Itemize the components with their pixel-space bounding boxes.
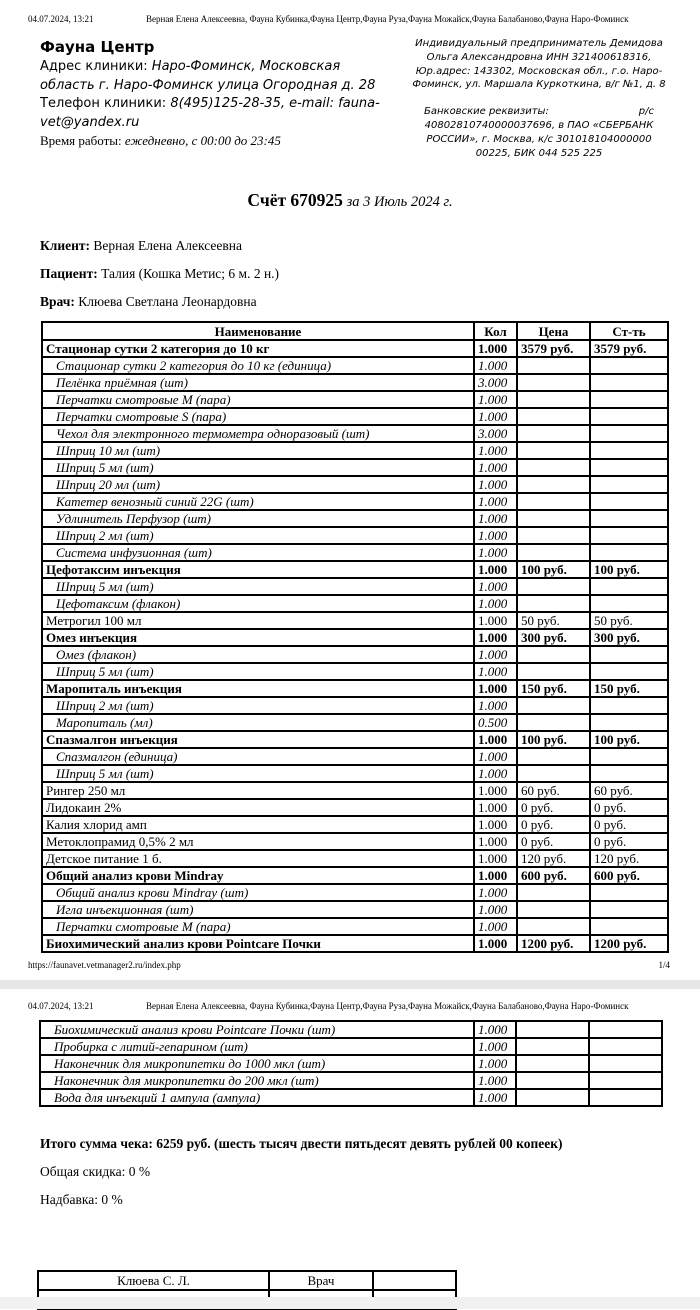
table-row (40, 1055, 662, 1072)
cell-total (589, 1072, 662, 1089)
cell-name: Шприц 10 мл (шт) (42, 442, 474, 459)
cell-price (517, 544, 590, 561)
table-row (42, 561, 668, 578)
cell-name: Шприц 20 мл (шт) (42, 476, 474, 493)
cell-qty: 1.000 (474, 561, 517, 578)
cell-qty: 1.000 (474, 493, 517, 510)
signature-row (38, 1271, 456, 1290)
cell-qty: 1.000 (474, 782, 517, 799)
table-row (42, 408, 668, 425)
cell-qty: 1.000 (474, 867, 517, 884)
cell-qty: 1.000 (474, 833, 517, 850)
table-row (42, 901, 668, 918)
cell-name: Стационар сутки 2 категория до 10 кг (42, 340, 474, 357)
cell-price: 100 руб. (517, 731, 590, 748)
cell-name: Пелёнка приёмная (шт) (42, 374, 474, 391)
table-row (42, 510, 668, 527)
cell-name: Метрогил 100 мл (42, 612, 474, 629)
table-row (42, 357, 668, 374)
cell-total (590, 527, 668, 544)
column-header-qty: Кол (474, 322, 517, 340)
signature-name-cell: Клюева С. Л. (38, 1271, 269, 1290)
cell-price: 120 руб. (517, 850, 590, 867)
cell-qty: 1.000 (474, 459, 517, 476)
signature-empty-cell (373, 1271, 456, 1290)
doctor-row: Врач: Клюева Светлана Леонардовна (40, 294, 257, 310)
cell-price (516, 1072, 589, 1089)
cell-price (517, 425, 590, 442)
cell-qty: 1.000 (474, 884, 517, 901)
cell-qty: 1.000 (474, 476, 517, 493)
cell-name: Детское питание 1 б. (42, 850, 474, 867)
cell-price (517, 408, 590, 425)
cell-qty: 1.000 (474, 697, 517, 714)
cell-price: 0 руб. (517, 833, 590, 850)
table-row (42, 459, 668, 476)
cell-qty: 1.000 (474, 901, 517, 918)
cell-name: Пробирка с литий-гепарином (шт) (40, 1038, 474, 1055)
table-row (42, 629, 668, 646)
cell-qty: 1.000 (474, 629, 517, 646)
cell-price: 150 руб. (517, 680, 590, 697)
table-row (42, 425, 668, 442)
cell-name: Система инфузионная (шт) (42, 544, 474, 561)
print-footer-page1 (28, 960, 670, 970)
clinic-header (40, 37, 668, 160)
print-doc-title: Верная Елена Алексеевна, Фауна Кубинка,Фауна Центр,Фауна Руза,Фауна Можайск,Фауна Балабаново,Фауна Наро-Фоминск (146, 1001, 629, 1012)
table-row (42, 680, 668, 697)
cell-price: 3579 руб. (517, 340, 590, 357)
cell-name: Цефотаксим (флакон) (42, 595, 474, 612)
table-row (42, 884, 668, 901)
table-row (42, 527, 668, 544)
table-row (42, 493, 668, 510)
cell-total: 3579 руб. (590, 340, 668, 357)
column-header-price: Цена (517, 322, 590, 340)
cell-total (590, 476, 668, 493)
cell-name: Маропиталь (мл) (42, 714, 474, 731)
table-row (42, 544, 668, 561)
total-amount-line: Итого сумма чека: 6259 руб. (шесть тысяч двести пятьдесят девять рублей 00 копеек) (40, 1136, 563, 1152)
cell-total (590, 493, 668, 510)
cell-total: 100 руб. (590, 731, 668, 748)
cell-price (517, 646, 590, 663)
footer-page-number: 1/4 (658, 960, 670, 971)
cell-name: Маропиталь инъекция (42, 680, 474, 697)
cell-qty: 1.000 (474, 765, 517, 782)
cell-price (516, 1089, 589, 1106)
table-row (42, 731, 668, 748)
cell-total (590, 884, 668, 901)
cell-name: Общий анализ крови Mindray (шт) (42, 884, 474, 901)
totals-block (40, 1135, 700, 1208)
cell-name: Шприц 2 мл (шт) (42, 527, 474, 544)
table-row (42, 714, 668, 731)
cell-qty: 1.000 (474, 850, 517, 867)
cell-total: 0 руб. (590, 816, 668, 833)
entrepreneur-info: Индивидуальный предприниматель Демидова Ольга Александровна ИНН 321400618316, Юр.адрес: 143302, Московская обл., г.о. Наро-Фоминск, ул. Маршала Куркоткина, в/г №1, д. 8 (412, 38, 666, 91)
table-row (42, 697, 668, 714)
cell-qty: 1.000 (474, 408, 517, 425)
cell-total: 1200 руб. (590, 935, 668, 952)
clinic-name: Фауна Центр (40, 38, 155, 56)
cell-name: Рингер 250 мл (42, 782, 474, 799)
column-header-total: Ст-ть (590, 322, 668, 340)
cell-name: Катетер венозный синий 22G (шт) (42, 493, 474, 510)
cell-total (590, 595, 668, 612)
cell-qty: 1.000 (474, 357, 517, 374)
cell-name: Биохимический анализ крови Pointcare Почки (42, 935, 474, 952)
cell-name: Шприц 2 мл (шт) (42, 697, 474, 714)
table-row (42, 374, 668, 391)
cell-total (589, 1055, 662, 1072)
cell-name: Чехол для электронного термометра одноразовый (шт) (42, 425, 474, 442)
clinic-hours: Время работы: ежедневно, с 00:00 до 23:45 (40, 133, 281, 149)
cell-price: 100 руб. (517, 561, 590, 578)
print-header-page1 (0, 0, 700, 24)
cell-price: 1200 руб. (517, 935, 590, 952)
clinic-phone: Телефон клиники: 8(495)125-28-35, e-mail: fauna-vet@yandex.ru (40, 96, 380, 130)
cell-qty: 1.000 (474, 1055, 516, 1072)
cell-price (517, 595, 590, 612)
table-row (42, 748, 668, 765)
print-datetime: 04.07.2024, 13:21 (28, 1001, 94, 1012)
cell-qty: 1.000 (474, 578, 517, 595)
cell-qty: 1.000 (474, 816, 517, 833)
cell-price (517, 527, 590, 544)
table-row (42, 442, 668, 459)
cell-qty: 1.000 (474, 595, 517, 612)
cell-qty: 1.000 (474, 612, 517, 629)
cell-name: Спазмалгон инъекция (42, 731, 474, 748)
cell-total: 0 руб. (590, 833, 668, 850)
table-row (40, 1089, 662, 1106)
cell-total (590, 765, 668, 782)
cell-name: Метоклопрамид 0,5% 2 мл (42, 833, 474, 850)
cell-qty: 1.000 (474, 1021, 516, 1038)
cell-price (517, 901, 590, 918)
cell-total (590, 374, 668, 391)
table-row (42, 765, 668, 782)
cell-price (517, 578, 590, 595)
cell-total (590, 697, 668, 714)
table-row (40, 1072, 662, 1089)
cell-name: Перчатки смотровые S (пара) (42, 408, 474, 425)
viewport-cut-band (0, 1297, 700, 1309)
cell-name: Лидокаин 2% (42, 799, 474, 816)
bank-details: Банковские реквизиты: р/с 40802810740000037696, в ПАО «СБЕРБАНК РОССИИ», г. Москва, к/с 301018104000000 00225, БИК 044 525 225 (424, 106, 654, 159)
table-row (42, 918, 668, 935)
cell-price: 0 руб. (517, 816, 590, 833)
cell-name: Шприц 5 мл (шт) (42, 459, 474, 476)
cell-price (516, 1055, 589, 1072)
cell-qty: 1.000 (474, 391, 517, 408)
cell-name: Общий анализ крови Mindray (42, 867, 474, 884)
cell-qty: 1.000 (474, 442, 517, 459)
cell-name: Биохимический анализ крови Pointcare Почки (шт) (40, 1021, 474, 1038)
markup-line: Надбавка: 0 % (40, 1192, 123, 1208)
cell-qty: 1.000 (474, 1072, 516, 1089)
cell-price (517, 357, 590, 374)
cell-name: Шприц 5 мл (шт) (42, 578, 474, 595)
footer-url: https://faunavet.vetmanager2.ru/index.php (28, 960, 181, 971)
cell-price (517, 918, 590, 935)
cell-total (590, 901, 668, 918)
cell-total (590, 748, 668, 765)
cell-total (590, 459, 668, 476)
cell-price: 60 руб. (517, 782, 590, 799)
table-row (40, 1038, 662, 1055)
cell-price: 50 руб. (517, 612, 590, 629)
cell-qty: 0.500 (474, 714, 517, 731)
cell-total: 50 руб. (590, 612, 668, 629)
cell-qty: 1.000 (474, 1038, 516, 1055)
cell-qty: 1.000 (474, 527, 517, 544)
cell-total (590, 357, 668, 374)
clinic-info-block (40, 37, 396, 160)
cell-price (517, 510, 590, 527)
entrepreneur-block (410, 37, 668, 160)
cell-qty: 1.000 (474, 748, 517, 765)
table-header-row (42, 322, 668, 340)
discount-line: Общая скидка: 0 % (40, 1164, 151, 1180)
invoice-table-page2 (39, 1020, 663, 1107)
cell-total (589, 1089, 662, 1106)
cell-name: Цефотаксим инъекция (42, 561, 474, 578)
cell-total (590, 425, 668, 442)
table-row (42, 799, 668, 816)
cell-qty: 1.000 (474, 680, 517, 697)
cell-name: Стационар сутки 2 категория до 10 кг (единица) (42, 357, 474, 374)
print-header-page2 (0, 989, 700, 1011)
cell-total (590, 442, 668, 459)
table-row (42, 340, 668, 357)
cell-total (590, 646, 668, 663)
table-row (42, 850, 668, 867)
cell-total (589, 1021, 662, 1038)
cell-price (517, 459, 590, 476)
cell-name: Наконечник для микропипетки до 200 мкл (шт) (40, 1072, 474, 1089)
cell-qty: 3.000 (474, 425, 517, 442)
cell-qty: 1.000 (474, 935, 517, 952)
cell-total (590, 578, 668, 595)
print-doc-title: Верная Елена Алексеевна, Фауна Кубинка,Фауна Центр,Фауна Руза,Фауна Можайск,Фауна Балабаново,Фауна Наро-Фоминск (146, 14, 629, 24)
cell-qty: 1.000 (474, 340, 517, 357)
table-row (42, 833, 668, 850)
cell-total (590, 663, 668, 680)
cell-price (517, 391, 590, 408)
cell-name: Перчатки смотровые M (пара) (42, 918, 474, 935)
signature-role-cell: Врач (269, 1271, 373, 1290)
cell-qty: 1.000 (474, 799, 517, 816)
table-row (42, 476, 668, 493)
table-row (40, 1021, 662, 1038)
table-row (42, 391, 668, 408)
client-row: Клиент: Верная Елена Алексеевна (40, 238, 242, 254)
clinic-address: Адрес клиники: Наро-Фоминск, Московская область г. Наро-Фоминск улица Огородная д. 28 (40, 59, 376, 93)
cell-qty: 1.000 (474, 1089, 516, 1106)
cell-name: Игла инъекционная (шт) (42, 901, 474, 918)
cell-qty: 1.000 (474, 918, 517, 935)
cell-price (517, 697, 590, 714)
cell-price (517, 493, 590, 510)
table-row (42, 782, 668, 799)
cell-price (516, 1021, 589, 1038)
cell-qty: 1.000 (474, 731, 517, 748)
cell-name: Омез инъекция (42, 629, 474, 646)
cell-total: 120 руб. (590, 850, 668, 867)
cell-qty: 1.000 (474, 510, 517, 527)
cell-price (517, 884, 590, 901)
table-row (42, 595, 668, 612)
cell-price (517, 748, 590, 765)
cell-name: Калия хлорид амп (42, 816, 474, 833)
cell-name: Перчатки смотровые M (пара) (42, 391, 474, 408)
cell-qty: 1.000 (474, 663, 517, 680)
table-row (42, 816, 668, 833)
cell-total: 600 руб. (590, 867, 668, 884)
invoice-meta (40, 237, 700, 310)
cell-price (517, 765, 590, 782)
cell-price (517, 374, 590, 391)
cell-total: 300 руб. (590, 629, 668, 646)
cell-price (516, 1038, 589, 1055)
table-row (42, 646, 668, 663)
column-header-name: Наименование (42, 322, 474, 340)
table-row (42, 578, 668, 595)
table-row (42, 663, 668, 680)
invoice-title: Счёт 670925 за 3 Июль 2024 г. (247, 190, 453, 211)
cell-total (590, 408, 668, 425)
invoice-table-body-page1 (42, 340, 668, 952)
cell-total (590, 510, 668, 527)
cell-name: Удлинитель Перфузор (шт) (42, 510, 474, 527)
cell-name: Наконечник для микропипетки до 1000 мкл (шт) (40, 1055, 474, 1072)
cell-total: 60 руб. (590, 782, 668, 799)
invoice-table-page1 (41, 321, 669, 953)
cell-name: Вода для инъекций 1 ампула (ампула) (40, 1089, 474, 1106)
page-break-divider (0, 980, 700, 989)
cell-name: Шприц 5 мл (шт) (42, 765, 474, 782)
cell-total (590, 918, 668, 935)
cell-price: 300 руб. (517, 629, 590, 646)
cell-price: 600 руб. (517, 867, 590, 884)
table-row (42, 935, 668, 952)
patient-row: Пациент: Талия (Кошка Метис; 6 м. 2 н.) (40, 266, 280, 282)
cell-total (590, 714, 668, 731)
cell-total (589, 1038, 662, 1055)
cell-total (590, 391, 668, 408)
table-row (42, 612, 668, 629)
cell-qty: 1.000 (474, 646, 517, 663)
cell-total: 100 руб. (590, 561, 668, 578)
cell-qty: 1.000 (474, 544, 517, 561)
cell-name: Спазмалгон (единица) (42, 748, 474, 765)
cell-price (517, 663, 590, 680)
cell-qty: 3.000 (474, 374, 517, 391)
cell-price (517, 442, 590, 459)
cell-total: 150 руб. (590, 680, 668, 697)
cell-price (517, 476, 590, 493)
cell-name: Омез (флакон) (42, 646, 474, 663)
invoice-table-body-page2 (40, 1021, 662, 1106)
cell-price (517, 714, 590, 731)
cell-total (590, 544, 668, 561)
print-datetime: 04.07.2024, 13:21 (28, 14, 94, 24)
cell-price: 0 руб. (517, 799, 590, 816)
cell-name: Шприц 5 мл (шт) (42, 663, 474, 680)
cell-total: 0 руб. (590, 799, 668, 816)
table-row (42, 867, 668, 884)
